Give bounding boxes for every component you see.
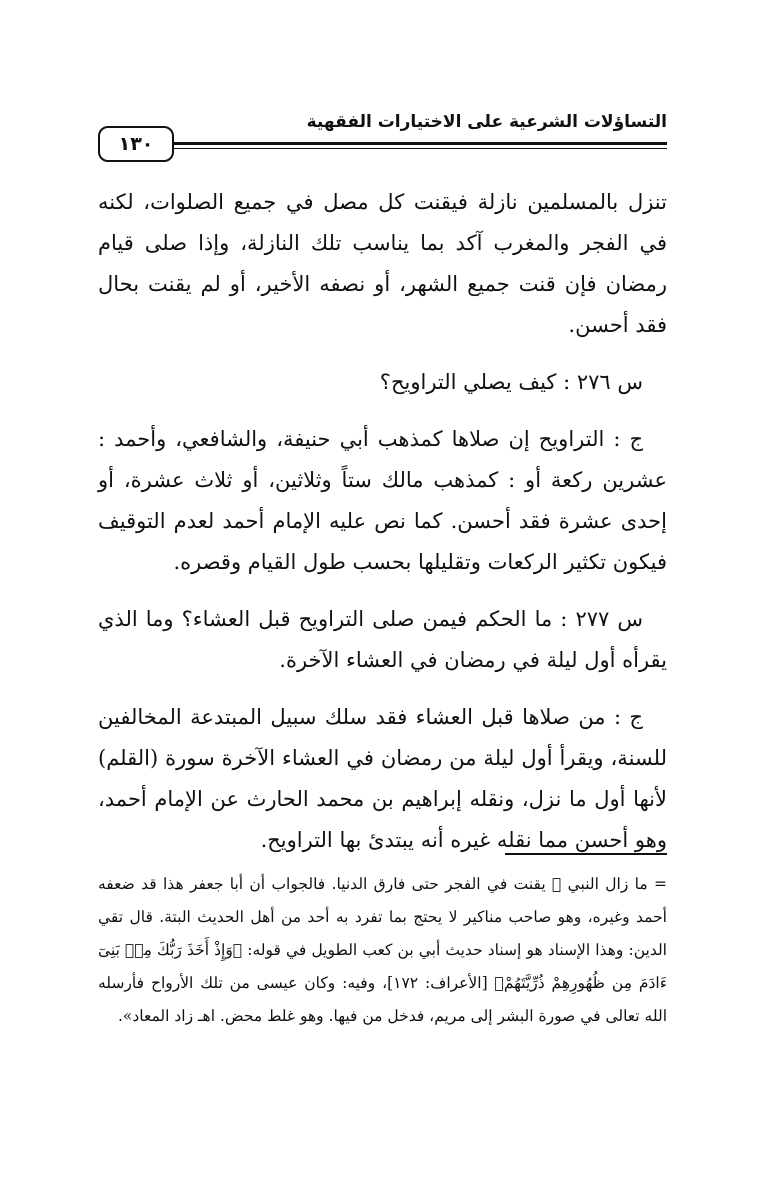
page-number: ١٣٠ (98, 126, 174, 162)
answer-276: ج : التراويح إن صلاها كمذهب أبي حنيفة، والشافعي، وأحمد : عشرين ركعة أو : كمذهب مالك ستاً وثلاثين، أو ثلاث عشرة، أو إحدى عشرة فقد أحسن. كما نص عليه الإمام أحمد لعدم التوقيف فيكون تكثير الركعات وتقليلها بحسب طول القيام وقصره. (98, 427, 667, 574)
header-rule-thin (98, 148, 667, 149)
footnote-separator (505, 853, 667, 855)
footnote (98, 868, 667, 1033)
header-rule-thick (98, 142, 667, 145)
paragraph-continuation: تنزل بالمسلمين نازلة فيقنت كل مصل في جميع الصلوات، لكنه في الفجر والمغرب آكد بما يناسب تلك النازلة، وإذا صلى قيام رمضان فإن قنت جميع الشهر، أو نصفه الأخير، أو لم يقنت بحال فقد أحسن. (98, 190, 667, 337)
question-277: س ٢٧٧ : ما الحكم فيمن صلى التراويح قبل العشاء؟ وما الذي يقرأه أول ليلة في رمضان في العشاء الآخرة. (98, 607, 667, 672)
footnote-text: = ما زال النبي ﷺ يقنت في الفجر حتى فارق الدنيا. فالجواب أن أبا جعفر هذا قد ضعفه أحمد وغيره، وهو صاحب مناكير لا يحتج بما تفرد به أحد من أهل الحديث البتة. قال تقي الدين: وهذا الإسناد هو إسناد حديث أبي بن كعب الطويل في قوله: ﴿وَإِذْ أَخَذَ رَبُّكَ مِنۢ بَنِىٓ ءَادَمَ مِن ظُهُورِهِمْ ذُرِّيَّتَهُمْ﴾ [الأعراف: ١٧٢]، وفيه: وكان عيسى من تلك الأرواح فأرسله الله تعالى في صورة البشر إلى مريم، فدخل من فيها. وهو غلط محض. اهـ زاد المعاد». (98, 875, 668, 1025)
book-title: التساؤلات الشرعية على الاختيارات الفقهية (306, 112, 667, 132)
main-text (98, 182, 667, 877)
running-header (98, 108, 667, 154)
question-276: س ٢٧٦ : كيف يصلي التراويح؟ (379, 370, 643, 394)
answer-277: ج : من صلاها قبل العشاء فقد سلك سبيل المبتدعة المخالفين للسنة، ويقرأ أول ليلة من رمضان في العشاء الآخرة سورة (القلم) لأنها أول ما نزل، ونقله إبراهيم بن محمد الحارث عن الإمام أحمد، وهو أحسن مما نقله غيره أنه يبتدئ بها التراويح. (98, 705, 667, 852)
